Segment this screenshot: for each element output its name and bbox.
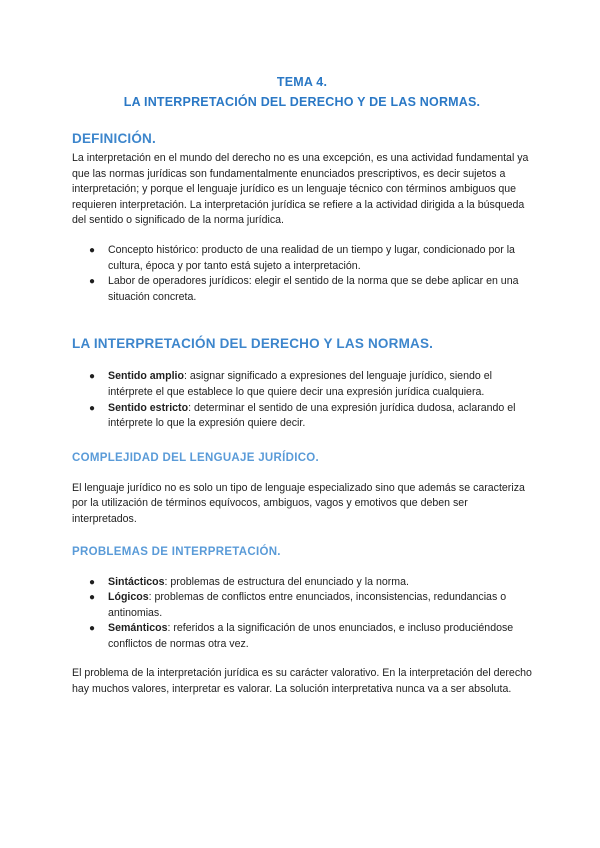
list-item	[72, 369, 532, 400]
bullet-icon: ●	[89, 576, 96, 588]
list-item-term: Semánticos	[108, 622, 168, 635]
list-item-text: : problemas de estructura del enunciado y la norma.	[164, 575, 409, 588]
list-item-text: : problemas de conflictos entre enunciados, inconsistencias, redundancias o antinomias.	[108, 591, 507, 619]
document-title: LA INTERPRETACIÓN DEL DERECHO Y DE LAS NORMAS.	[123, 95, 481, 109]
list-item-text: Concepto histórico: producto de una realidad de un tiempo y lugar, condicionado por la cultura, época y por tanto está sujeto a interpretación.	[108, 243, 515, 272]
heading-problemas: PROBLEMAS DE INTERPRETACIÓN.	[72, 545, 281, 558]
document-page	[72, 72, 532, 698]
tema-number: TEMA 4.	[276, 75, 328, 89]
list-item	[72, 575, 532, 591]
bullet-icon: ●	[89, 244, 96, 256]
list-item-term: Sentido estricto	[108, 401, 189, 414]
bullet-icon: ●	[89, 371, 96, 383]
list-item	[72, 401, 532, 432]
list-item-text: : referidos a la significación de unos enunciados, e incluso produciéndose conflictos de normas otra vez.	[108, 622, 514, 650]
list-item-text: : determinar el sentido de una expresión jurídica dudosa, aclarando el intérprete lo que la expresión quiere decir.	[108, 401, 516, 430]
problemas-paragraph: El problema de la interpretación jurídica es su carácter valorativo. En la interpretación del derecho hay muchos valores, interpretar es valorar. La solución interpretativa nunca va a ser absoluta.	[72, 667, 532, 696]
bullet-icon: ●	[89, 623, 96, 635]
list-item	[72, 621, 532, 652]
list-item	[72, 590, 532, 621]
bullet-icon: ●	[89, 592, 96, 604]
list-item	[72, 274, 532, 305]
bullet-icon: ●	[89, 276, 96, 288]
complejidad-paragraph: El lenguaje jurídico no es solo un tipo de lenguaje especializado sino que además se caracteriza por la utilización de términos equívocos, ambiguos, vagos y emotivos que deben ser interpretados.	[72, 481, 525, 525]
heading-definicion: DEFINICIÓN.	[72, 131, 156, 146]
list-item-text: Labor de operadores jurídicos: elegir el sentido de la norma que se debe aplicar en una situación concreta.	[108, 275, 519, 303]
heading-interpretacion: LA INTERPRETACIÓN DEL DERECHO Y LAS NORMAS.	[72, 336, 434, 352]
definicion-paragraph: La interpretación en el mundo del derecho no es una excepción, es una actividad fundamental ya que las normas jurídicas son fundamentalmente enunciados prescriptivos, es decir sujetos a interpretación; y porque el lenguaje jurídico es un lenguaje técnico con términos ambiguos que requieren interpretación. La interpretación jurídica se refiere a la actividad dirigida a la búsqueda del sentido o significado de la norma jurídica.	[72, 152, 529, 227]
definicion-list	[72, 243, 532, 305]
interpretacion-list	[72, 369, 532, 431]
list-item-text: : asignar significado a expresiones del lenguaje jurídico, siendo el intérprete el que establece lo que quiere decir una expresión jurídica cualquiera.	[108, 370, 492, 398]
list-item-term: Sentido amplio	[108, 370, 184, 383]
list-item-term: Lógicos	[108, 591, 149, 604]
heading-complejidad: COMPLEJIDAD DEL LENGUAJE JURÍDICO.	[72, 451, 320, 464]
bullet-icon: ●	[89, 402, 96, 414]
list-item	[72, 243, 532, 274]
list-item-term: Sintácticos	[108, 575, 165, 588]
problemas-list	[72, 575, 532, 653]
